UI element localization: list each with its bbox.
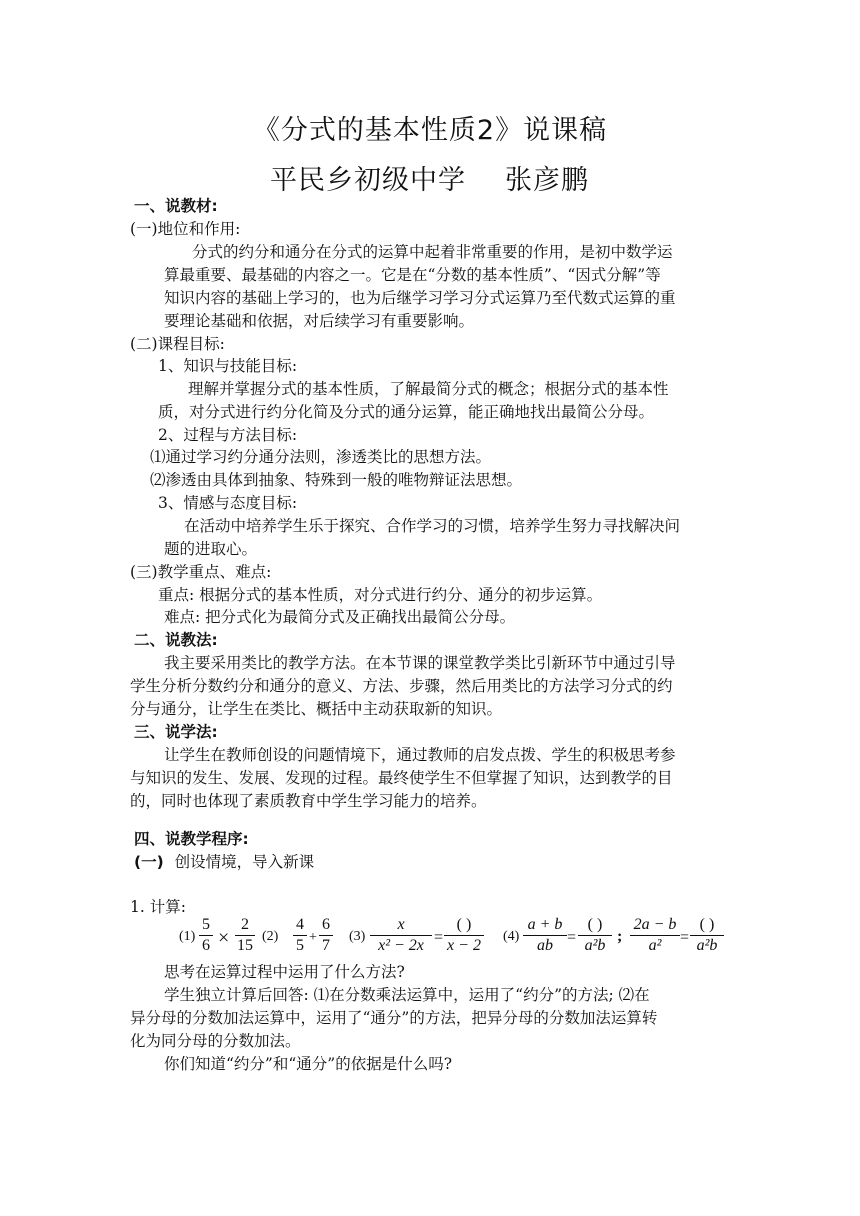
paragraph-line: ⑵渗透由具体到抽象、特殊到一般的唯物辩证法思想。 bbox=[150, 471, 523, 489]
denominator: a²b bbox=[696, 937, 718, 954]
denominator: x − 2 bbox=[447, 937, 481, 954]
closing-question: 你们知道“约分”和“通分”的依据是什么吗? bbox=[164, 1055, 453, 1073]
equals-sign: = bbox=[434, 929, 444, 946]
key-point: 重点: 根据分式的基本性质，对分式进行约分、通分的初步运算。 bbox=[158, 586, 603, 604]
paragraph-line: 题的进取心。 bbox=[164, 540, 258, 558]
paragraph-line: 质，对分式进行约分化简及分式的通分运算，能正确地找出最简公分母。 bbox=[158, 403, 655, 421]
paragraph-line: 要理论基础和依据，对后续学习有重要影响。 bbox=[164, 312, 475, 330]
section-4-heading: 四、说教学程序: bbox=[134, 830, 249, 848]
denominator: 7 bbox=[322, 937, 330, 954]
expr-1-number: (1) bbox=[179, 929, 196, 944]
denominator: a²b bbox=[584, 937, 606, 954]
numerator: 2 bbox=[241, 916, 249, 933]
fraction bbox=[319, 915, 333, 956]
section-1-heading: 一、说教材: bbox=[134, 197, 218, 215]
fraction bbox=[690, 915, 724, 956]
paragraph-line: 让学生在教师创设的问题情境下，通过教师的启发点拨、学生的积极思考参 bbox=[164, 746, 676, 764]
paragraph-line: 学生独立计算后回答: ⑴在分数乘法运算中，运用了“约分”的方法; ⑵在 bbox=[164, 986, 650, 1004]
expr-3-number: (3) bbox=[349, 929, 366, 944]
paragraph-line: 与知识的发生、发展、发现的过程。最终使学生不但掌握了知识，达到教学的目 bbox=[130, 769, 673, 787]
paragraph-line: 知识内容的基础上学习的，也为后继学习学习分式运算乃至代数式运算的重 bbox=[164, 289, 676, 307]
semicolon: ; bbox=[617, 928, 623, 945]
numerator: 6 bbox=[322, 916, 330, 933]
fraction bbox=[199, 915, 213, 956]
fraction bbox=[235, 915, 255, 956]
numerator-blank: ( ) bbox=[587, 916, 603, 933]
equals-sign: = bbox=[567, 929, 577, 946]
subsection-a-title: (一)地位和作用: bbox=[130, 220, 241, 238]
paragraph-line: 在活动中培养学生乐于探究、合作学习的习惯，培养学生努力寻找解决问 bbox=[184, 517, 681, 535]
equals-sign: = bbox=[680, 929, 690, 946]
fraction bbox=[523, 915, 567, 956]
denominator: 6 bbox=[202, 937, 210, 954]
denominator: 15 bbox=[237, 937, 253, 954]
fraction bbox=[370, 915, 432, 956]
subsection-text: 创设情境，导入新课 bbox=[174, 853, 315, 871]
subsection-c-title: (三)教学重点、难点: bbox=[130, 563, 272, 581]
fraction bbox=[293, 915, 307, 956]
denominator: a² bbox=[648, 937, 662, 954]
think-question: 思考在运算过程中运用了什么方法? bbox=[164, 963, 405, 981]
paragraph-line: 理解并掌握分式的基本性质，了解最简分式的概念；根据分式的基本性 bbox=[188, 380, 669, 398]
paragraph-line: 算最重要、最基础的内容之一。它是在“分数的基本性质”、“因式分解”等 bbox=[164, 266, 661, 284]
goal-3-title: 3、情感与态度目标: bbox=[158, 494, 298, 512]
goal-1-title: 1、知识与技能目标: bbox=[158, 357, 298, 375]
section-3-heading: 三、说学法: bbox=[134, 723, 218, 741]
paragraph-line: 异分母的分数加法运算中，运用了“通分”的方法，把异分母的分数加法运算转 bbox=[130, 1009, 658, 1027]
fraction bbox=[630, 915, 680, 956]
numerator-blank: ( ) bbox=[699, 916, 715, 933]
numerator: a + b bbox=[527, 916, 563, 933]
paragraph-line: 我主要采用类比的教学方法。在本节课的课堂教学类比引新环节中通过引导 bbox=[164, 654, 676, 672]
paragraph-line: ⑴通过学习约分通分法则，渗透类比的思想方法。 bbox=[150, 448, 492, 466]
numerator: 4 bbox=[296, 916, 304, 933]
numerator: x bbox=[397, 916, 405, 933]
subsection-label bbox=[134, 852, 314, 872]
school-name: 平民乡初级中学 bbox=[270, 165, 466, 196]
paragraph-line: 化为同分母的分数加法。 bbox=[130, 1032, 301, 1050]
paragraph-line: 分式的约分和通分在分式的运算中起着非常重要的作用，是初中数学运 bbox=[192, 243, 673, 261]
expr-4-number: (4) bbox=[503, 929, 520, 944]
fraction bbox=[444, 915, 484, 956]
paragraph-line: 的，同时也体现了素质教育中学生学习能力的培养。 bbox=[130, 792, 487, 810]
numerator: 5 bbox=[202, 916, 210, 933]
subsection-b-title: (二)课程目标: bbox=[130, 335, 225, 353]
fraction bbox=[578, 915, 612, 956]
denominator: x² − 2x bbox=[378, 937, 424, 954]
goal-2-title: 2、过程与方法目标: bbox=[158, 426, 298, 444]
denominator: 5 bbox=[296, 937, 304, 954]
section-2-heading: 二、说教法: bbox=[134, 631, 218, 649]
numerator-blank: ( ) bbox=[456, 916, 472, 933]
document-title: 《分式的基本性质2》说课稿 bbox=[252, 115, 608, 146]
subsection-number: (一) bbox=[134, 853, 164, 871]
numerator: 2a − b bbox=[633, 916, 677, 933]
denominator: ab bbox=[537, 937, 553, 954]
question-1-label: 1. 计算: bbox=[130, 898, 186, 916]
plus-sign: + bbox=[309, 930, 317, 945]
paragraph-line: 分与通分，让学生在类比、概括中主动获取新的知识。 bbox=[130, 700, 503, 718]
paragraph-line: 学生分析分数约分和通分的意义、方法、步骤，然后用类比的方法学习分式的约 bbox=[130, 677, 673, 695]
difficult-point: 难点: 把分式化为最简分式及正确找出最简公分母。 bbox=[164, 608, 516, 626]
expr-2-number: (2) bbox=[262, 929, 279, 944]
times-sign: × bbox=[218, 927, 230, 949]
author-name: 张彦鹏 bbox=[505, 165, 589, 196]
